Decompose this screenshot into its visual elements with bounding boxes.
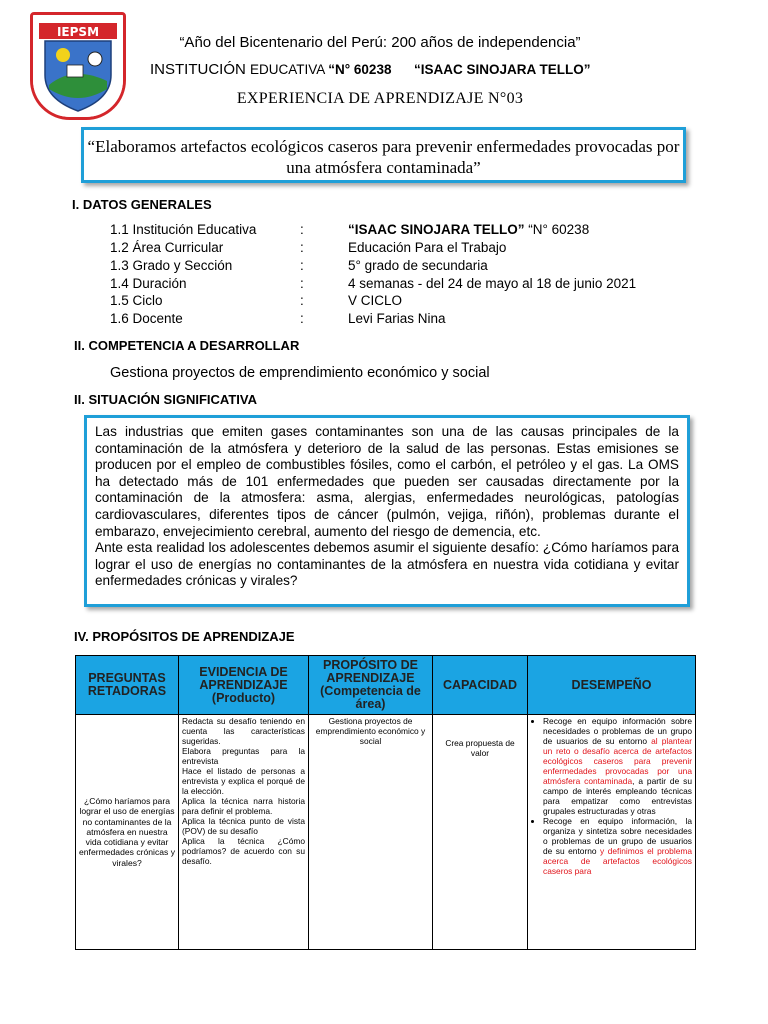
header-proposito: PROPÓSITO DE APRENDIZAJE (Competencia de área) — [309, 656, 433, 715]
desempeno-highlight: y definimos el problema acerca de artefactos ecológicos caseros para — [543, 846, 692, 876]
evidencia-item: Redacta su desafío teniendo en cuenta las características sugeridas. — [182, 716, 305, 746]
datos-label: 1.6 Docente — [110, 311, 183, 326]
logo-letters: IEPSM — [56, 25, 100, 39]
table-row — [76, 715, 696, 950]
desempeno-highlight: al plantear un reto o desafío acerca de artefactos ecológicos caseros para prevenir enfermedades provocadas por una atmósfera contaminada — [543, 736, 692, 786]
section-propositos: IV. PROPÓSITOS DE APRENDIZAJE — [74, 629, 295, 644]
datos-value-bold: “ISAAC SINOJARA TELLO” — [348, 222, 525, 237]
section-competencia: II. COMPETENCIA A DESARROLLAR — [74, 338, 300, 353]
datos-label: 1.4 Duración — [110, 276, 187, 291]
experience-theme: “Elaboramos artefactos ecológicos caseros para prevenir enfermedades provocadas por una atmósfera contaminada” — [87, 137, 680, 177]
institution-prefix: INSTITUCIÓN — [150, 61, 250, 78]
competencia-text: Gestiona proyectos de emprendimiento económico y social — [110, 365, 490, 381]
datos-label: 1.3 Grado y Sección — [110, 258, 233, 273]
section-situacion: II. SITUACIÓN SIGNIFICATIVA — [74, 392, 257, 407]
cell-capacidad — [433, 715, 528, 950]
experience-title: EXPERIENCIA DE APRENDIZAJE N°03 — [236, 90, 524, 107]
evidencia-item: Aplica la técnica punto de vista (POV) de su desafío — [182, 816, 305, 836]
cell-desempeno — [528, 715, 696, 950]
school-crest-icon — [33, 15, 123, 117]
header-capacidad: CAPACIDAD — [433, 656, 528, 715]
datos-value: V CICLO — [348, 293, 403, 308]
datos-label: 1.2 Área Curricular — [110, 240, 224, 255]
datos-colon: : — [300, 311, 304, 326]
datos-value: 4 semanas - del 24 de mayo al 18 de junio 2021 — [348, 276, 637, 291]
table-header-row — [76, 656, 696, 715]
situacion-box — [84, 415, 690, 607]
datos-value: Educación Para el Trabajo — [348, 240, 507, 255]
evidencia-item: Aplica la técnica ¿Cómo podríamos? de acuerdo con su desafío. — [182, 836, 305, 866]
datos-value: Levi Farias Nina — [348, 311, 446, 326]
header-evidencia: EVIDENCIA DE APRENDIZAJE (Producto) — [179, 656, 309, 715]
datos-colon: : — [300, 276, 304, 291]
datos-colon: : — [300, 258, 304, 273]
school-logo — [30, 12, 126, 120]
cell-pregunta: ¿Cómo haríamos para lograr el uso de energías no contaminantes de la atmósfera en nuestra vida cotidiana y evitar enfermedades crónicas y virales? — [76, 715, 179, 950]
year-motto: “Año del Bicentenario del Perú: 200 años de independencia” — [179, 34, 581, 51]
situacion-challenge: Ante esta realidad los adolescentes debemos asumir el siguiente desafío: ¿Cómo haríamos para lograr el uso de energías no contaminantes de la atmósfera en nuestra vida cotidiana y evitar enfermedades crónicas y virales? — [95, 540, 679, 589]
datos-colon: : — [300, 240, 304, 255]
datos-colon: : — [300, 293, 304, 308]
situacion-paragraph: Las industrias que emiten gases contaminantes son una de las causas principales de la contaminación de la atmósfera y deterioro de la salud de las personas. Estas emisiones se producen por el empleo de combustibles fósiles, como el carbón, el petróleo y el gas. La OMS ha detectado más de 101 enfermedades que pueden ser causadas directamente por la contaminación de la atmosfera: asma, alergias, enfermedades neurológicas, patologías cardiovasculares, diferentes tipos de cáncer (pulmón, vejiga, riñón), problemas durante el embarazo, envejecimiento cerebral, aumento del riesgo de demencia, etc. — [95, 424, 679, 539]
institution-line — [150, 61, 591, 78]
desempeno-text: Recoge en equipo información, la organiza y sintetiza sobre necesidades o problemas de un grupo de usuarios de su entorno — [543, 816, 692, 856]
desempeno-list — [531, 716, 692, 876]
datos-label: 1.1 Institución Educativa — [110, 222, 257, 237]
datos-label: 1.5 Ciclo — [110, 293, 163, 308]
desempeno-text: , a partir de su campo de interés empleando técnicas para empatizar como entrevistas grupales estructuradas y otras — [543, 776, 692, 816]
evidencia-item: Hace el listado de personas a entrevista y explica el porqué de la elección. — [182, 766, 305, 796]
experience-theme-box — [81, 127, 686, 183]
datos-colon: : — [300, 222, 304, 237]
capacidad-text: Crea propuesta de valor — [445, 738, 515, 758]
datos-value: 5° grado de secundaria — [348, 258, 488, 273]
propositos-table — [75, 655, 696, 950]
header-preguntas: PREGUNTAS RETADORAS — [76, 656, 179, 715]
desempeno-item — [543, 716, 692, 816]
institution-educativa: EDUCATIVA — [250, 62, 329, 77]
desempeno-text: Recoge en equipo información sobre necesidades o problemas de un grupo de usuarios de su entorno — [543, 716, 692, 746]
evidencia-item: Aplica la técnica narra historia para definir el problema. — [182, 796, 305, 816]
institution-number: “N° 60238 — [328, 62, 392, 77]
desempeno-item — [543, 816, 692, 876]
datos-value-number: “N° 60238 — [524, 222, 590, 237]
institution-name: “ISAAC SINOJARA TELLO” — [413, 62, 591, 77]
datos-value — [348, 222, 589, 237]
cell-proposito: Gestiona proyectos de emprendimiento económico y social — [309, 715, 433, 950]
section-datos-generales: I. DATOS GENERALES — [72, 197, 212, 212]
cell-evidencia — [179, 715, 309, 950]
header-desempeno: DESEMPEÑO — [528, 656, 696, 715]
evidencia-item: Elabora preguntas para la entrevista — [182, 746, 305, 766]
